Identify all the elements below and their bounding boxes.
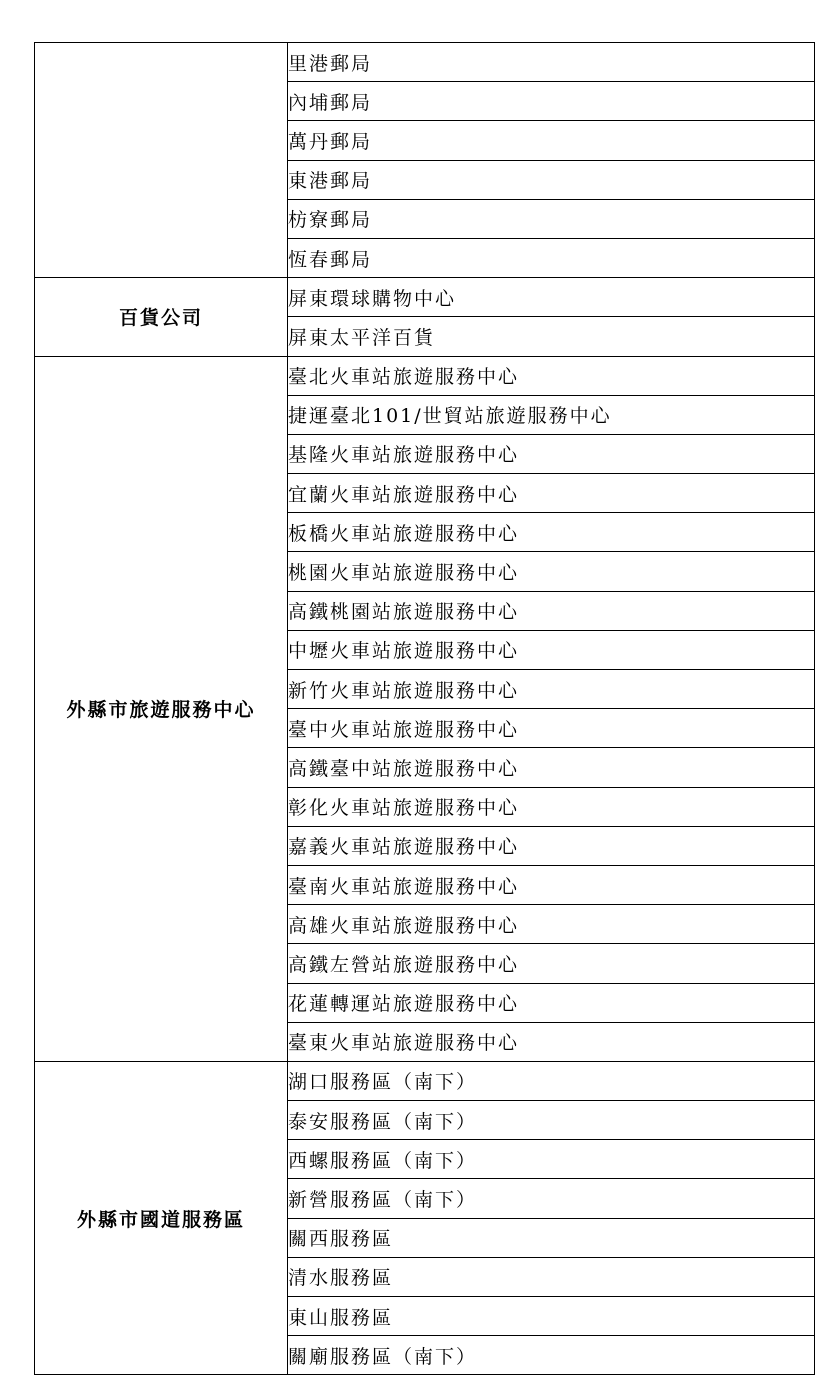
venue-name-cell: 彰化火車站旅遊服務中心 [288,787,815,826]
venue-name-cell: 湖口服務區（南下） [288,1061,815,1100]
venue-name-cell: 屏東太平洋百貨 [288,317,815,356]
venue-name-cell: 宜蘭火車站旅遊服務中心 [288,474,815,513]
venue-name-cell: 東港郵局 [288,160,815,199]
venue-name-cell: 枋寮郵局 [288,199,815,238]
venue-name-cell: 內埔郵局 [288,82,815,121]
category-cell: 外縣市旅遊服務中心 [35,356,288,1061]
venue-name-cell: 臺南火車站旅遊服務中心 [288,865,815,904]
venue-name-cell: 捷運臺北101/世貿站旅遊服務中心 [288,395,815,434]
venue-name-cell: 里港郵局 [288,43,815,82]
venue-table-page [34,42,815,1375]
venue-name-cell: 泰安服務區（南下） [288,1101,815,1140]
venue-name-cell: 萬丹郵局 [288,121,815,160]
venue-name-cell: 新竹火車站旅遊服務中心 [288,670,815,709]
venue-name-cell: 屏東環球購物中心 [288,278,815,317]
venue-name-cell: 花蓮轉運站旅遊服務中心 [288,983,815,1022]
category-cell: 百貨公司 [35,278,288,356]
venue-name-cell: 桃園火車站旅遊服務中心 [288,552,815,591]
table-row [35,1061,815,1100]
table-row [35,43,815,82]
venue-name-cell: 板橋火車站旅遊服務中心 [288,513,815,552]
venue-name-cell: 關廟服務區（南下） [288,1336,815,1375]
venue-name-cell: 西螺服務區（南下） [288,1140,815,1179]
venue-name-cell: 關西服務區 [288,1218,815,1257]
table-row [35,356,815,395]
venue-name-cell: 高鐵臺中站旅遊服務中心 [288,748,815,787]
category-cell [35,43,288,278]
venue-name-cell: 高鐵桃園站旅遊服務中心 [288,591,815,630]
venue-name-cell: 臺東火車站旅遊服務中心 [288,1022,815,1061]
venue-name-cell: 高鐵左營站旅遊服務中心 [288,944,815,983]
category-cell: 外縣市國道服務區 [35,1061,288,1375]
venue-name-cell: 高雄火車站旅遊服務中心 [288,905,815,944]
venue-name-cell: 臺中火車站旅遊服務中心 [288,709,815,748]
venue-name-cell: 臺北火車站旅遊服務中心 [288,356,815,395]
table-row [35,278,815,317]
venue-name-cell: 嘉義火車站旅遊服務中心 [288,826,815,865]
venue-name-cell: 清水服務區 [288,1257,815,1296]
venue-name-cell: 新營服務區（南下） [288,1179,815,1218]
venue-name-cell: 中壢火車站旅遊服務中心 [288,630,815,669]
venue-name-cell: 恆春郵局 [288,238,815,277]
venue-name-cell: 東山服務區 [288,1297,815,1336]
distribution-venue-table [34,42,815,1375]
venue-name-cell: 基隆火車站旅遊服務中心 [288,434,815,473]
